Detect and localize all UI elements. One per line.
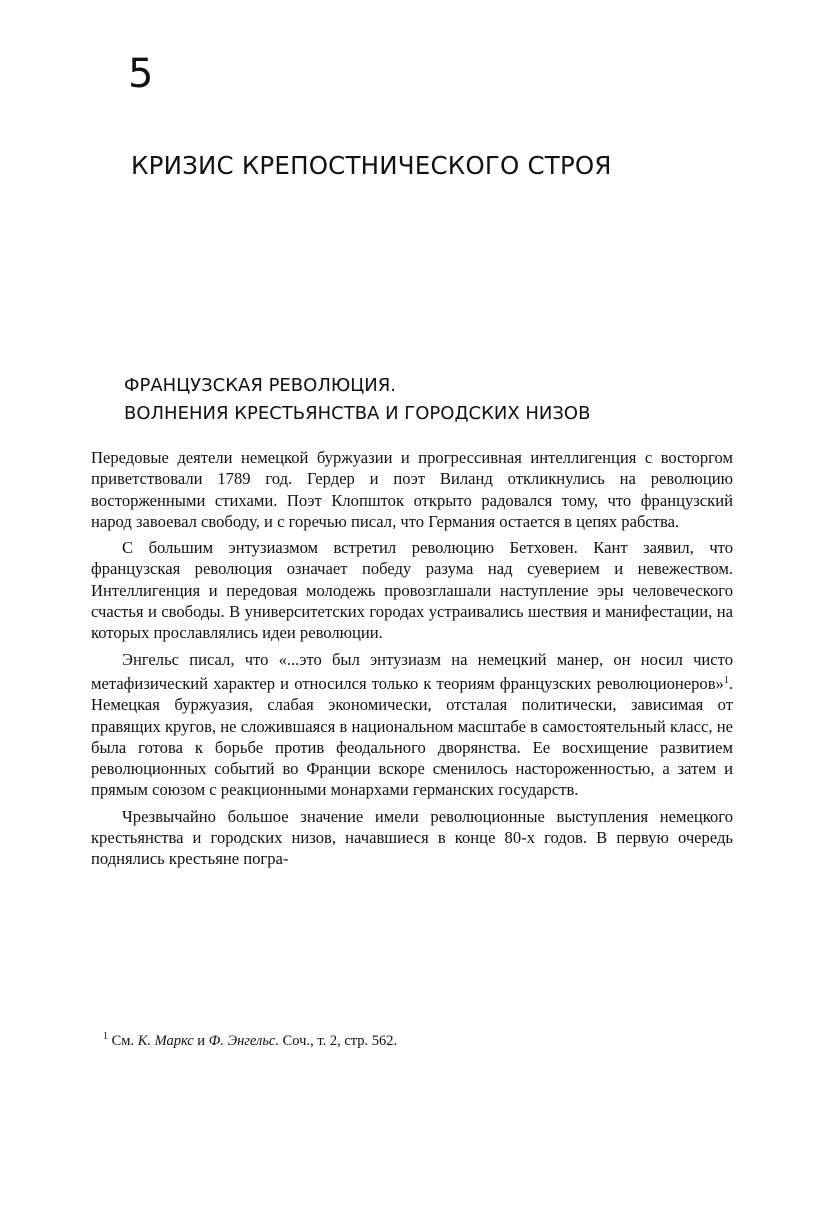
paragraph-1: Передовые деятели немецкой буржуазии и прогрессивная интеллигенция с восторгом приветствовали 1789 год. Гердер и поэт Виланд откликнулись на революцию восторженными стихами. Поэт Клопшток открыто радовался тому, что французский народ завоевал свободу, и с горечью писал, что Германия остается в цепях рабства. xyxy=(91,448,733,531)
chapter-number: 5 xyxy=(128,51,154,97)
footnote-author-2: Ф. Энгельс. xyxy=(208,1033,279,1049)
paragraph-4: Чрезвычайно большое значение имели революционные выступления немецкого крестьянства и городских низов, начавшиеся в конце 80-х годов. В первую очередь поднялись крестьяне погра- xyxy=(91,806,733,869)
section-title xyxy=(124,372,590,428)
footnote xyxy=(91,1027,733,1051)
section-title-line-1: ФРАНЦУЗСКАЯ РЕВОЛЮЦИЯ. xyxy=(124,375,396,396)
footnote-author-1: К. Маркс xyxy=(137,1033,194,1049)
footnote-marker: 1 xyxy=(103,1031,108,1042)
footnote-reference: 1 xyxy=(723,674,729,686)
chapter-title: КРИЗИС КРЕПОСТНИЧЕСКОГО СТРОЯ xyxy=(131,151,612,180)
footnote-rest: Соч., т. 2, стр. 562. xyxy=(278,1033,398,1049)
footnote-prefix: См. xyxy=(111,1033,138,1049)
paragraph-3-quote: Энгельс писал, что «...это был энтузиазм на немецкий манер, он носил чисто метафизический характер и относился только к теориям французских революционеров» xyxy=(91,649,733,693)
footnote-and: и xyxy=(193,1033,209,1049)
body-text xyxy=(91,447,733,875)
paragraph-3-rest: . Немецкая буржуазия, слабая экономически, отсталая политически, зависимая от правящих кругов, не сложившаяся в национальном масштабе в самостоятельный класс, не была готова к борьбе против феодального дворянства. Ее восхищение развитием революционных событий во Франции вскоре сменилось настороженностью, а затем и прямым союзом с реакционными монархами германских государств. xyxy=(91,673,733,800)
section-title-line-2: ВОЛНЕНИЯ КРЕСТЬЯНСТВА И ГОРОДСКИХ НИЗОВ xyxy=(124,403,591,424)
paragraph-3 xyxy=(91,649,733,801)
paragraph-2: С большим энтузиазмом встретил революцию Бетховен. Кант заявил, что французская революция означает победу разума над суеверием и невежеством. Интеллигенция и передовая молодежь провозглашали наступление эры человеческого счастья и свободы. В университетских городах устраивались шествия и манифестации, на которых прославлялись идеи революции. xyxy=(91,538,733,643)
